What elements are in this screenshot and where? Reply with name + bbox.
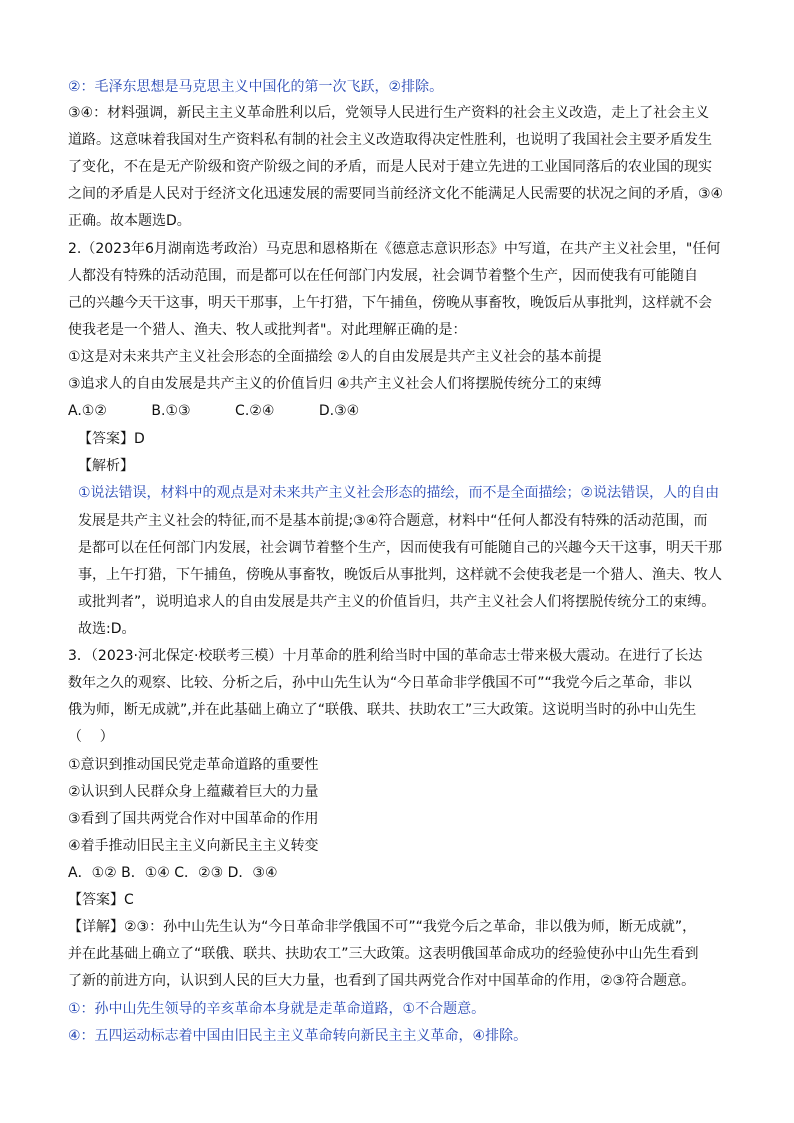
q3-stem-line2: 数年之久的观察、比较、分析之后，孙中山先生认为“今日革命非学俄国不可”“我党今后之革命，非以 (68, 675, 692, 691)
q2-option-line1: ①这是对未来共产主义社会形态的全面描绘 ②人的自由发展是共产主义社会的基本前提 (68, 349, 602, 365)
q3-option-2: ②认识到人民群众身上蕴藏着巨大的力量 (68, 784, 319, 800)
q2-analysis-line3: 是都可以在任何部门内发展，社会调节着整个生产，因而使我有可能随自己的兴趣今天干这事，明天干那 (78, 540, 722, 556)
q3-option-3: ③看到了国共两党合作对中国革命的作用 (68, 811, 319, 827)
q3-detail-line3: 了新的前进方向，认识到人民的巨大力量，也看到了国共两党合作对中国革命的作用，②③符合题意。 (68, 973, 696, 989)
q2-stem-line2: 人都没有特殊的活动范围，而是都可以在任何部门内发展，社会调节着整个生产，因而使我有可能随自 (68, 268, 698, 284)
q3-detail-line1: 【详解】②③：孙中山先生认为“今日革命非学俄国不可”“我党今后之革命，非以俄为师，断无成就”， (68, 919, 697, 935)
q3-detail-line5: ④：五四运动标志着中国由旧民主主义革命转向新民主主义革命，④排除。 (68, 1028, 528, 1044)
q3-choices: A．①② B．①④ C．②③ D．③④ (68, 865, 278, 881)
q2-answer: 【答案】D (78, 431, 145, 447)
part1-line6: 正确。故本题选D。 (68, 213, 191, 229)
q2-option-line2: ③追求人的自由发展是共产主义的价值旨归 ④共产主义社会人们将摆脱传统分工的束缚 (68, 376, 602, 392)
q2-analysis-line5: 或批判者”，说明追求人的自由发展是共产主义的价值旨归，共产主义社会人们将摆脱传统分工的束缚。 (78, 594, 716, 610)
q2-analysis-line6: 故选:D。 (78, 621, 136, 637)
q3-option-1: ①意识到推动国民党走革命道路的重要性 (68, 757, 319, 773)
q2-analysis-heading: 【解析】 (78, 458, 134, 474)
q3-answer: 【答案】C (68, 892, 134, 908)
q2-analysis-line2: 发展是共产主义社会的特征,而不是基本前提;③④符合题意，材料中“任何人都没有特殊的活动范围，而 (78, 513, 708, 529)
q2-choices: A.①② B.①③ C.②④ D.③④ (68, 403, 360, 419)
q2-stem-line1: 2.（2023年6月湖南选考政治）马克思和恩格斯在《德意志意识形态》中写道，在共产主义社会里，"任何 (68, 241, 721, 257)
q3-stem-blank: （ ） (68, 729, 114, 745)
q3-option-4: ④着手推动旧民主主义向新民主主义转变 (68, 838, 319, 854)
q3-stem-line1: 3．（2023·河北保定·校联考三模）十月革命的胜利给当时中国的革命志士带来极大震动。在进行了长达 (68, 648, 703, 664)
part1-line4: 了变化，不在是无产阶级和资产阶级之间的矛盾，而是人民对于建立先进的工业国同落后的农业国的现实 (68, 159, 712, 175)
q2-analysis-line1: ①说法错误，材料中的观点是对未来共产主义社会形态的描绘，而不是全面描绘；②说法错误，人的自由 (78, 485, 720, 501)
q3-detail-line2: 并在此基础上确立了“联俄、联共、扶助农工”三大政策。这表明俄国革命成功的经验使孙中山先生看到 (68, 946, 699, 962)
part1-line1: ②：毛泽东思想是马克思主义中国化的第一次飞跃，②排除。 (68, 79, 444, 95)
q3-stem-line3: 俄为师，断无成就”,并在此基础上确立了“联俄、联共、扶助农工”三大政策。这说明当时的孙中山先生 (68, 702, 697, 718)
part1-line2: ③④：材料强调，新民主主义革命胜利以后，党领导人民进行生产资料的社会主义改造，走上了社会主义 (68, 105, 710, 121)
part1-line3: 道路。这意味着我国对生产资料私有制的社会主义改造取得决定性胜利，也说明了我国社会主要矛盾发生 (68, 132, 712, 148)
q3-detail-line4: ①：孙中山先生领导的辛亥革命本身就是走革命道路，①不合题意。 (68, 1001, 486, 1017)
q2-stem-line3: 己的兴趣今天干这事，明天干那事，上午打猎，下午捕鱼，傍晚从事畜牧，晚饭后从事批判，这样就不会 (68, 295, 712, 311)
q2-analysis-line4: 事，上午打猎，下午捕鱼，傍晚从事畜牧，晚饭后从事批判，这样就不会使我老是一个猎人、渔夫、牧人 (78, 567, 722, 583)
q2-stem-line4: 使我老是一个猎人、渔夫、牧人或批判者"。对此理解正确的是： (68, 322, 467, 338)
part1-line5: 之间的矛盾是人民对于经济文化迅速发展的需要同当前经济文化不能满足人民需要的状况之间的矛盾，③④ (68, 186, 724, 202)
